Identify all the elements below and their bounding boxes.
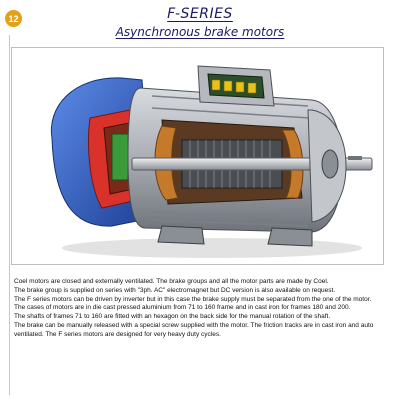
figure-frame — [11, 47, 384, 265]
bearing — [322, 150, 338, 178]
description-paragraph: The brake group is supplied on series with "3ph. AC" electromagnet but DC version is also available on request. — [14, 286, 336, 294]
mounting-foot-left — [158, 226, 204, 244]
description-paragraph: The F series motors can be driven by inverter but in this case the brake supply must be separated from the one of the motor. — [14, 295, 372, 303]
description-paragraph: The cases of motors are in die cast pressed aluminium from 71 to 160 frame and in cast iron for frames 180 and 200. — [14, 304, 351, 312]
page-number-badge: 12 — [5, 10, 22, 27]
description-paragraph: The shafts of frames 71 to 160 are fitted with an hexagon on the back side for the manual rotation of the shaft. — [14, 313, 331, 321]
page-title: F-SERIES — [167, 6, 233, 22]
mounting-foot-right — [268, 228, 312, 246]
page-subtitle: Asynchronous brake motors — [115, 25, 285, 39]
description-paragraph: The brake can be manually released with a special screw supplied with the motor. The friction tracks are in cast iron and auto ventilated. The F series motors are designed for very heavy duty cycles. — [14, 321, 374, 338]
brake-motor-cutaway-icon — [12, 48, 383, 264]
shaft-key — [348, 156, 362, 160]
description-text — [14, 278, 392, 340]
brake-coil-green — [112, 134, 128, 180]
description-paragraph: Coel motors are closed and externally ventilated. The brake groups and all the motor parts are made by Coel. — [14, 278, 329, 285]
margin-rule — [9, 35, 10, 395]
ground-shadow — [62, 238, 362, 258]
